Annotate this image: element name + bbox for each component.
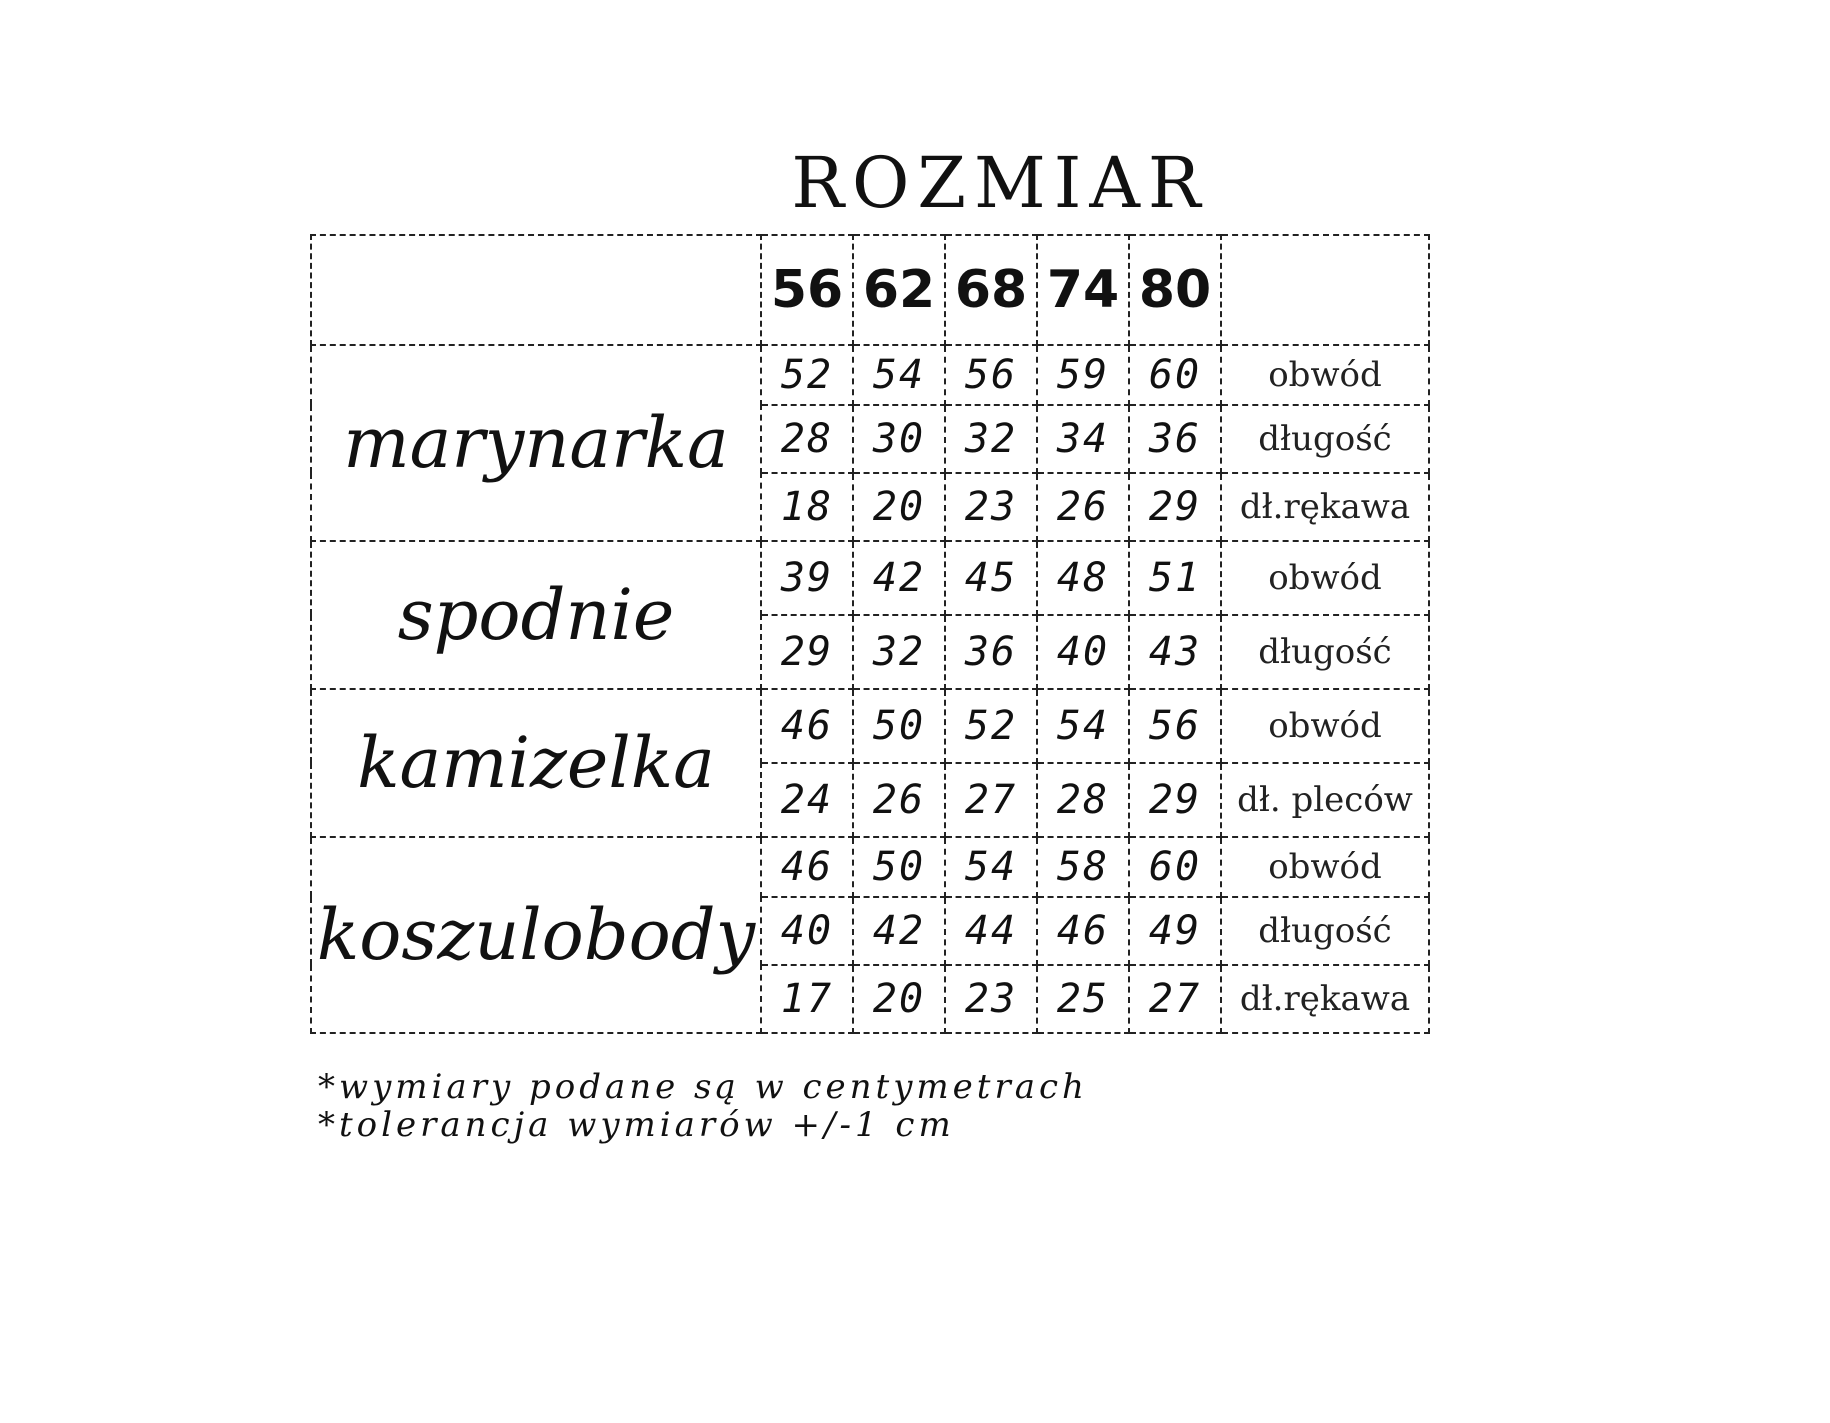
table-row [311,345,1429,405]
measurement-value: 34 [1037,405,1129,473]
table-row [311,689,1429,763]
measurement-value: 54 [1037,689,1129,763]
measurement-value: 28 [761,405,853,473]
table-row [311,837,1429,897]
size-header: 68 [945,235,1037,345]
measurement-value: 29 [1129,763,1221,837]
measurement-value: 52 [761,345,853,405]
measurement-value: 18 [761,473,853,541]
measurement-value: 58 [1037,837,1129,897]
measurement-value: 43 [1129,615,1221,689]
size-header: 62 [853,235,945,345]
measurement-value: 56 [1129,689,1221,763]
measurement-value: 24 [761,763,853,837]
measurement-value: 40 [1037,615,1129,689]
measurement-value: 36 [1129,405,1221,473]
measurement-value: 50 [853,689,945,763]
size-header: 80 [1129,235,1221,345]
garment-name: koszulobody [311,837,761,1033]
measurement-value: 54 [945,837,1037,897]
measurement-label: obwód [1221,689,1429,763]
measurement-header-cell [1221,235,1429,345]
measurement-value: 23 [945,965,1037,1033]
footnotes [318,1068,1088,1144]
measurement-value: 60 [1129,345,1221,405]
measurement-value: 56 [945,345,1037,405]
measurement-value: 28 [1037,763,1129,837]
measurement-value: 29 [761,615,853,689]
measurement-value: 46 [761,837,853,897]
measurement-value: 26 [853,763,945,837]
measurement-label: obwód [1221,837,1429,897]
measurement-value: 32 [853,615,945,689]
measurement-label: obwód [1221,541,1429,615]
size-table [310,234,1430,1034]
measurement-value: 39 [761,541,853,615]
measurement-value: 32 [945,405,1037,473]
corner-cell [311,235,761,345]
measurement-value: 42 [853,541,945,615]
garment-name: kamizelka [311,689,761,837]
measurement-value: 46 [761,689,853,763]
footnote: *tolerancja wymiarów +/-1 cm [318,1105,955,1145]
measurement-value: 50 [853,837,945,897]
measurement-label: dł.rękawa [1221,965,1429,1033]
measurement-value: 46 [1037,897,1129,965]
measurement-label: obwód [1221,345,1429,405]
measurement-value: 40 [761,897,853,965]
garment-name: marynarka [311,345,761,541]
measurement-value: 30 [853,405,945,473]
measurement-value: 42 [853,897,945,965]
measurement-value: 48 [1037,541,1129,615]
measurement-label: długość [1221,897,1429,965]
measurement-value: 27 [945,763,1037,837]
measurement-value: 20 [853,965,945,1033]
measurement-value: 20 [853,473,945,541]
measurement-value: 23 [945,473,1037,541]
footnote: *wymiary podane są w centymetrach [318,1067,1088,1107]
measurement-value: 36 [945,615,1037,689]
size-header: 56 [761,235,853,345]
measurement-label: długość [1221,615,1429,689]
measurement-label: dł.rękawa [1221,473,1429,541]
measurement-value: 54 [853,345,945,405]
measurement-value: 45 [945,541,1037,615]
measurement-value: 17 [761,965,853,1033]
measurement-value: 29 [1129,473,1221,541]
measurement-value: 52 [945,689,1037,763]
measurement-value: 60 [1129,837,1221,897]
measurement-label: dł. pleców [1221,763,1429,837]
measurement-value: 27 [1129,965,1221,1033]
garment-name: spodnie [311,541,761,689]
measurement-value: 51 [1129,541,1221,615]
page-title: ROZMIAR [791,142,1209,224]
measurement-label: długość [1221,405,1429,473]
measurement-value: 25 [1037,965,1129,1033]
measurement-value: 44 [945,897,1037,965]
size-header-row [311,235,1429,345]
measurement-value: 49 [1129,897,1221,965]
table-row [311,541,1429,615]
size-header: 74 [1037,235,1129,345]
measurement-value: 26 [1037,473,1129,541]
measurement-value: 59 [1037,345,1129,405]
